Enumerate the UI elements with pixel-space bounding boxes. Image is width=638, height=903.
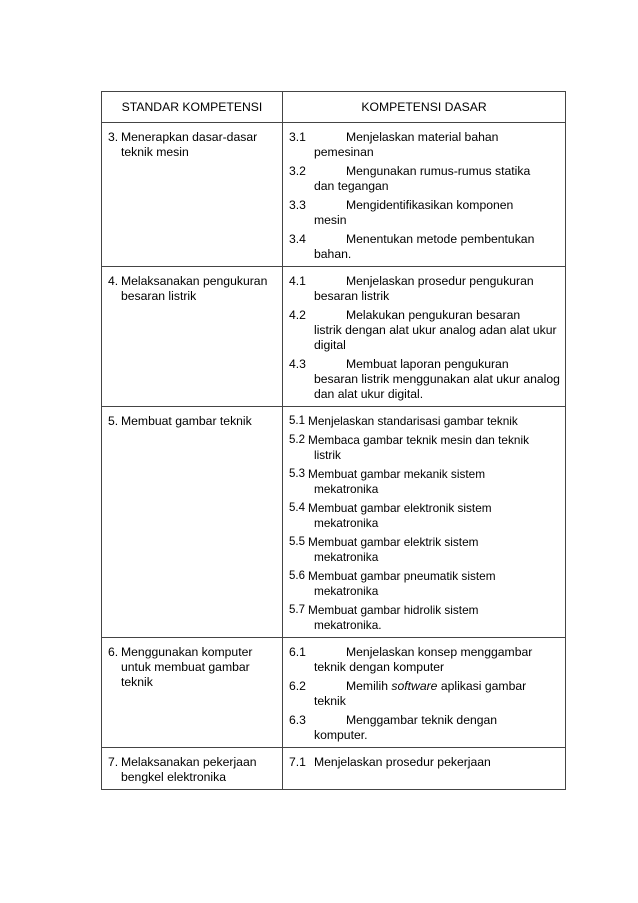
kd-number: 5.4 [289, 502, 305, 514]
kd-number: 6.2 [289, 679, 306, 693]
kd-text: Menjelaskan konsep menggambar [346, 645, 533, 659]
kompetensi-dasar-cell [283, 638, 566, 748]
kd-number: 4.1 [289, 274, 306, 288]
kd-item [289, 274, 561, 304]
table-row [102, 123, 566, 267]
kd-text: Menentukan metode pembentukan [346, 232, 535, 246]
sk-number: 7. [108, 755, 119, 769]
kd-number: 3.1 [289, 130, 306, 144]
kompetensi-dasar-cell [283, 748, 566, 790]
kd-number: 7.1 [289, 755, 306, 769]
kd-item [289, 755, 561, 770]
table-row [102, 407, 566, 638]
kd-text: Membuat laporan pengukuran [346, 357, 509, 371]
table-row [102, 748, 566, 790]
sk-item [108, 414, 278, 429]
kd-text-continued: mesin [314, 213, 347, 227]
kd-text: Mengunakan rumus-rumus statika [346, 164, 531, 178]
kd-number: 3.4 [289, 232, 306, 246]
kd-number: 6.3 [289, 713, 306, 727]
sk-text: Menggunakan komputer untuk membuat gambar teknik [121, 645, 253, 689]
kd-item [289, 308, 561, 353]
kd-text-continued: mekatronika [314, 516, 379, 530]
kd-text [346, 679, 526, 694]
kd-number: 3.3 [289, 198, 306, 212]
kd-text-continued: besaran listrik [314, 289, 390, 303]
kd-text-continued: mekatronika. [314, 618, 382, 632]
sk-item [108, 755, 278, 785]
kd-text: Membuat gambar mekanik sistem [308, 467, 486, 481]
kd-number: 3.2 [289, 164, 306, 178]
kd-item [289, 679, 561, 709]
kd-number: 5.2 [289, 434, 305, 446]
kd-item [289, 433, 561, 463]
kd-text: Menjelaskan prosedur pengukuran [346, 274, 534, 288]
kd-text: Membuat gambar elektrik sistem [308, 535, 479, 549]
header-standar-kompetensi: STANDAR KOMPETENSI [102, 92, 283, 123]
kd-number: 4.3 [289, 357, 306, 371]
kd-number: 5.6 [289, 570, 305, 582]
kd-item [289, 130, 561, 160]
kd-text: Membuat gambar pneumatik sistem [308, 569, 496, 583]
kd-text-part: aplikasi gambar [437, 679, 527, 693]
kd-text-continued: bahan. [314, 247, 352, 261]
kd-text: Membuat gambar hidrolik sistem [308, 603, 479, 617]
standar-kompetensi-cell [102, 267, 283, 407]
competency-table [101, 91, 566, 790]
kd-item [289, 713, 561, 743]
kd-item [289, 501, 561, 531]
kd-item [289, 535, 561, 565]
kd-text-part: Memilih [346, 679, 392, 693]
sk-number: 6. [108, 645, 119, 659]
standar-kompetensi-cell [102, 407, 283, 638]
sk-text: Melaksanakan pekerjaan bengkel elektronika [121, 755, 257, 784]
kd-item [289, 569, 561, 599]
sk-number: 4. [108, 274, 119, 288]
kd-text: Menjelaskan prosedur pekerjaan [314, 755, 491, 769]
kd-text-continued: pemesinan [314, 145, 374, 159]
kd-item [289, 357, 561, 402]
kd-item [289, 414, 561, 429]
kd-text: Menjelaskan standarisasi gambar teknik [308, 414, 518, 428]
header-kompetensi-dasar: KOMPETENSI DASAR [283, 92, 566, 123]
kd-number: 4.2 [289, 308, 306, 322]
kd-text-continued: mekatronika [314, 482, 379, 496]
kd-text: Mengidentifikasikan komponen [346, 198, 514, 212]
kompetensi-dasar-cell [283, 267, 566, 407]
kompetensi-dasar-cell [283, 123, 566, 267]
sk-item [108, 274, 278, 304]
kd-text-continued: teknik dengan komputer [314, 660, 445, 674]
kd-item [289, 198, 561, 228]
sk-text: Membuat gambar teknik [121, 414, 252, 428]
sk-number: 5. [108, 414, 119, 428]
kd-item [289, 603, 561, 633]
kd-text: Menggambar teknik dengan [346, 713, 498, 727]
standar-kompetensi-cell [102, 638, 283, 748]
sk-text: Melaksanakan pengukuran besaran listrik [121, 274, 268, 303]
kd-text: Menjelaskan material bahan [346, 130, 499, 144]
table-row [102, 638, 566, 748]
kd-number: 5.7 [289, 604, 305, 616]
kd-text-continued: besaran listrik menggunakan alat ukur analog dan alat ukur digital. [314, 372, 560, 401]
standar-kompetensi-cell [102, 748, 283, 790]
kd-number: 5.1 [289, 415, 305, 427]
kd-number: 5.3 [289, 468, 305, 480]
kd-item [289, 645, 561, 675]
kd-text-continued: listrik dengan alat ukur analog adan alat ukur digital [314, 323, 557, 352]
kd-text-continued: komputer. [314, 728, 368, 742]
kd-text-emphasis: software [391, 679, 438, 693]
kd-item [289, 232, 561, 262]
kd-text-continued: mekatronika [314, 550, 379, 564]
standar-kompetensi-cell [102, 123, 283, 267]
header-row [102, 92, 566, 123]
kd-number: 6.1 [289, 645, 306, 659]
kd-text-continued: teknik [314, 694, 346, 708]
kd-item [289, 467, 561, 497]
kd-text-continued: dan tegangan [314, 179, 389, 193]
kd-number: 5.5 [289, 536, 305, 548]
kd-text-continued: listrik [314, 448, 341, 462]
kompetensi-dasar-cell [283, 407, 566, 638]
sk-number: 3. [108, 130, 119, 144]
kd-text: Melakukan pengukuran besaran [346, 308, 521, 322]
sk-text: Menerapkan dasar-dasar teknik mesin [121, 130, 258, 159]
kd-item [289, 164, 561, 194]
kd-text: Membaca gambar teknik mesin dan teknik [308, 433, 529, 447]
sk-item [108, 130, 278, 160]
sk-item [108, 645, 278, 690]
kd-text: Membuat gambar elektronik sistem [308, 501, 492, 515]
kd-text-continued: mekatronika [314, 584, 379, 598]
table-row [102, 267, 566, 407]
